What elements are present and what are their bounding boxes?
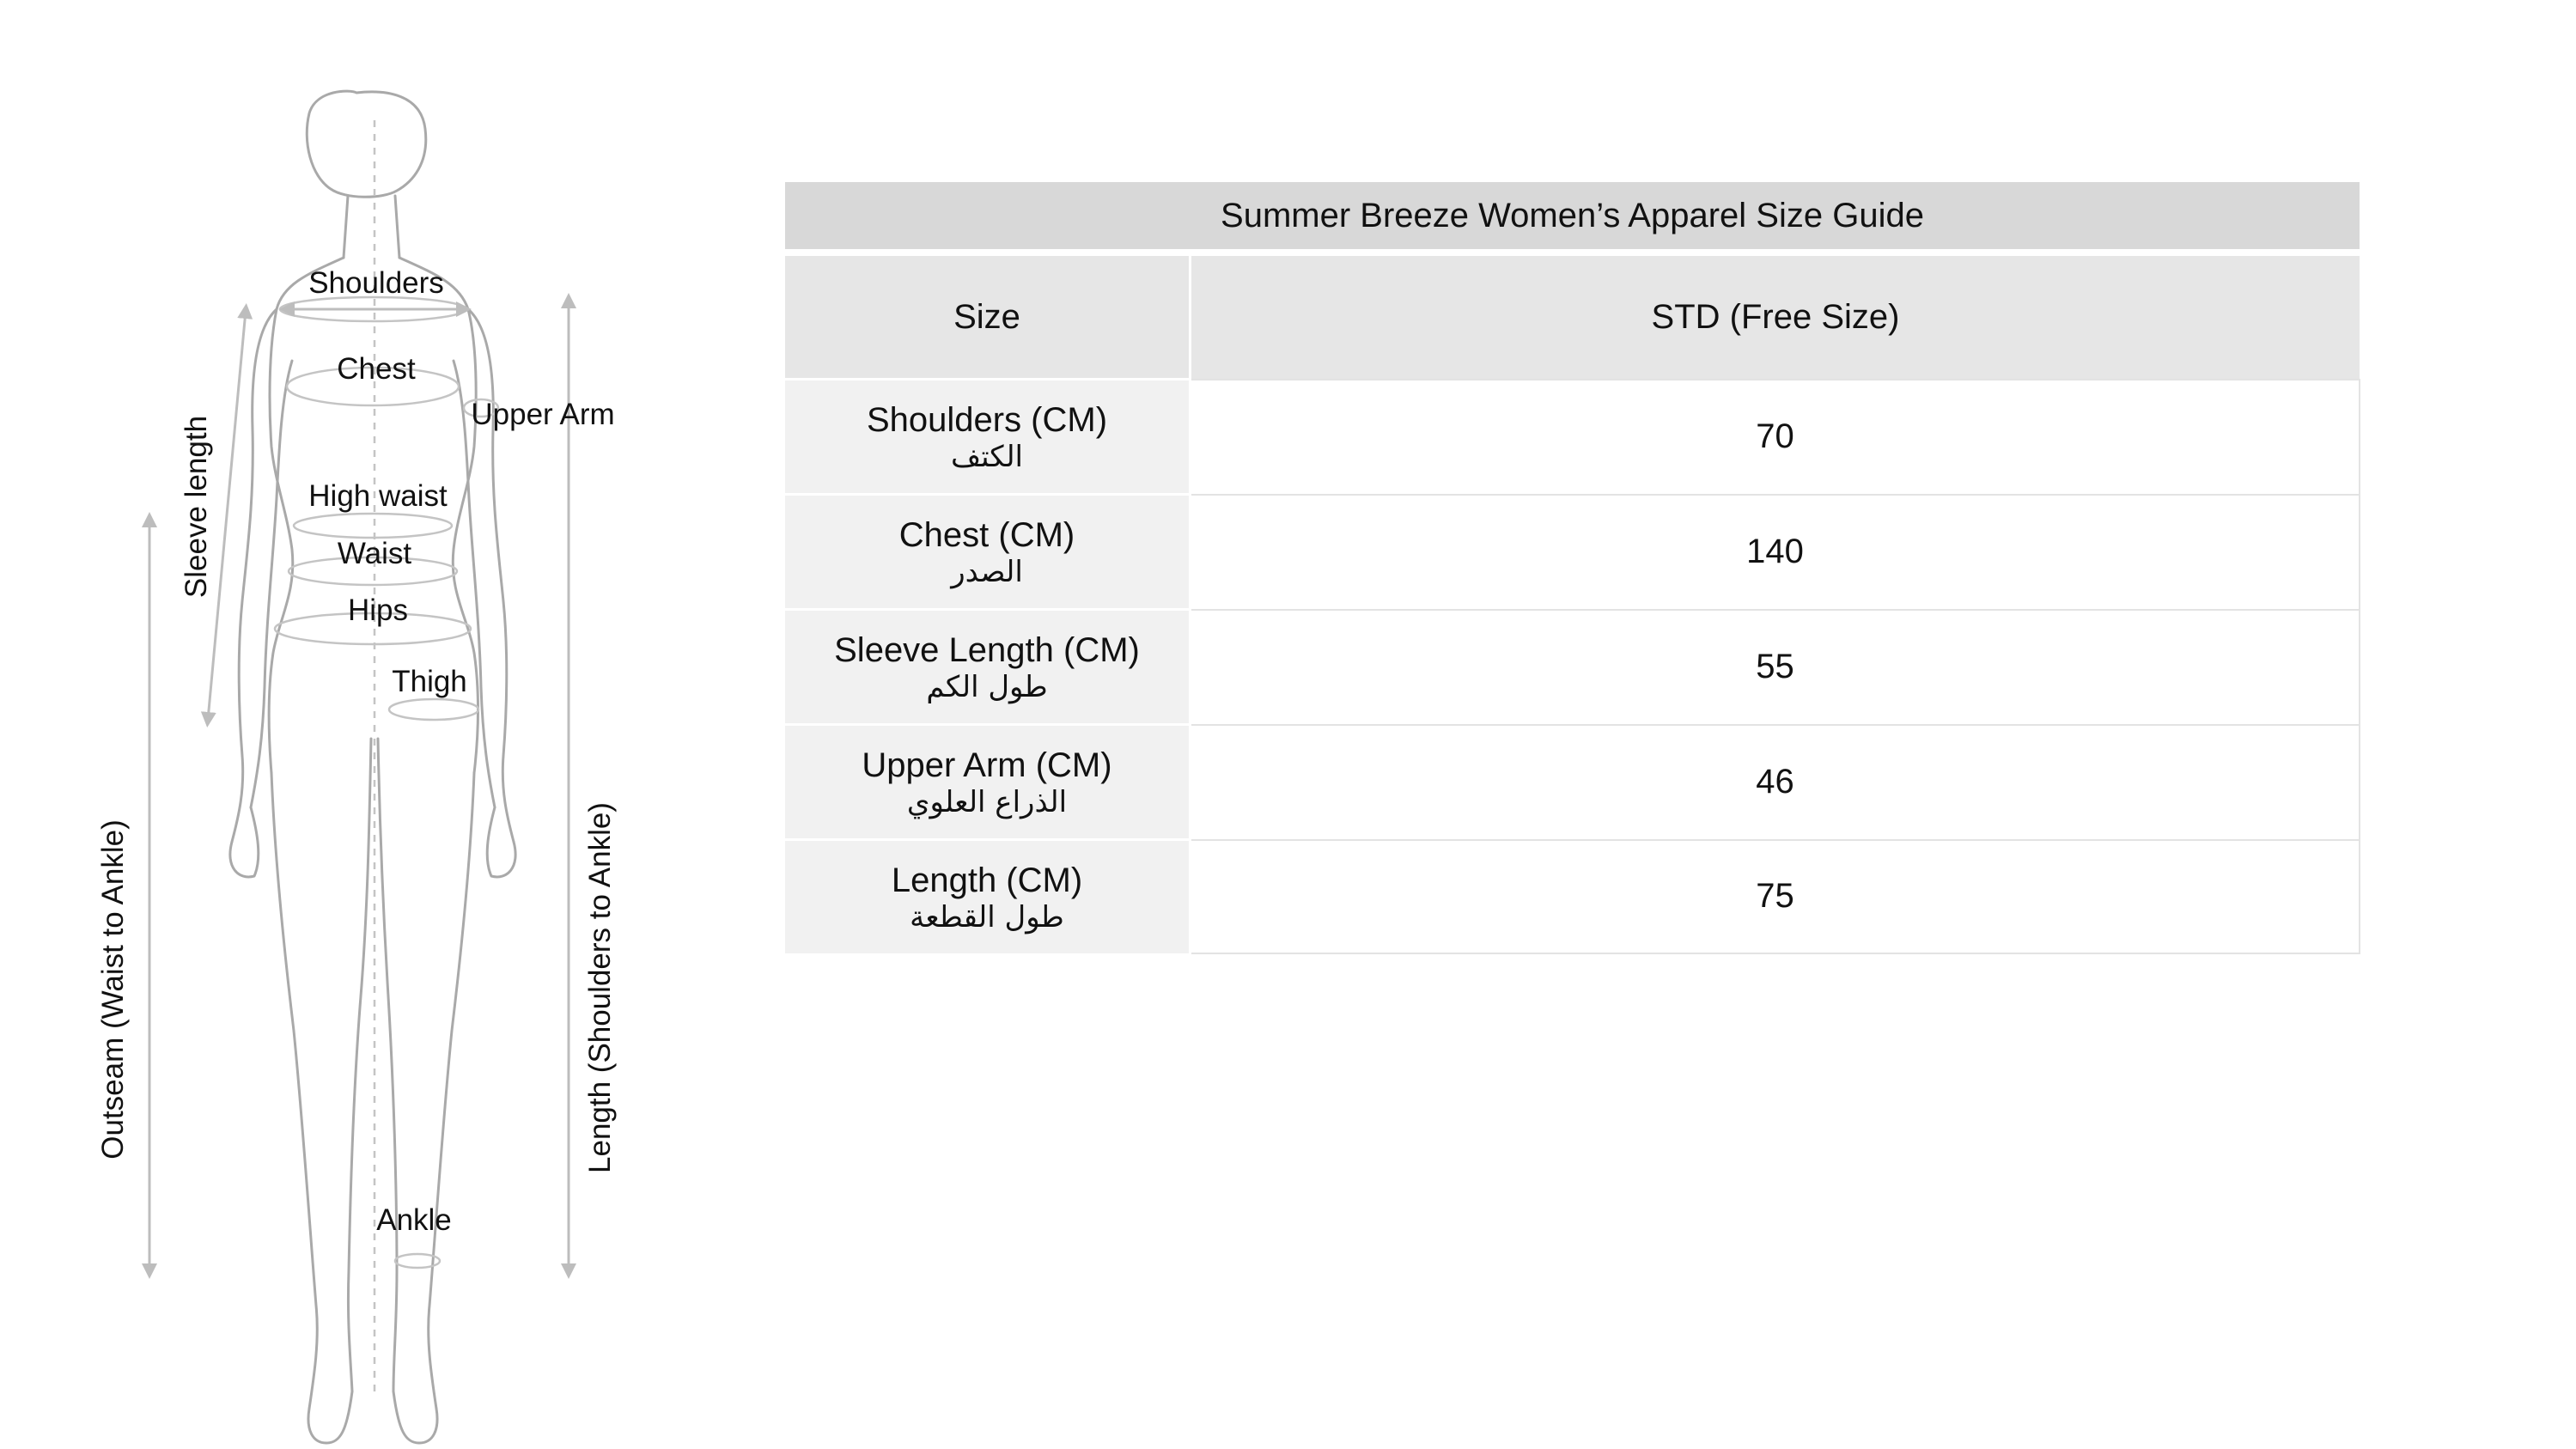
table-title-row [785,182,2360,253]
row-label-cell [785,840,1191,954]
label-chest: Chest [337,352,416,386]
table-row [785,610,2360,725]
body-measurement-diagram [0,0,722,1449]
row-label-arabic: الذراع العلوي [906,784,1068,819]
label-sleeve-length: Sleeve length [180,415,213,599]
size-guide-table [785,182,2360,954]
row-label-arabic: طول القطعة [910,899,1064,935]
table-row [785,495,2360,610]
measurement-labels [96,266,617,1237]
table-header-row [785,253,2360,380]
table-row [785,380,2360,495]
row-label-cell [785,380,1191,495]
row-value: 55 [1191,610,2360,725]
row-label: Chest (CM) [898,515,1075,554]
label-ankle: Ankle [376,1203,452,1237]
label-hips: Hips [347,594,409,627]
row-label-arabic: الصدر [951,554,1023,589]
header-size: Size [785,253,1191,380]
row-label-cell [785,610,1191,725]
label-length: Length (Shoulders to Ankle) [583,802,617,1173]
header-std: STD (Free Size) [1191,253,2360,380]
row-value: 70 [1191,380,2360,495]
row-value: 75 [1191,840,2360,954]
label-high-waist: High waist [308,479,448,513]
row-label: Shoulders (CM) [866,400,1108,439]
label-shoulders: Shoulders [308,266,444,300]
row-label-arabic: طول الكم [926,669,1048,704]
label-waist: Waist [337,537,412,570]
label-upper-arm: Upper Arm [471,398,615,431]
row-label: Length (CM) [891,861,1083,899]
table-title: Summer Breeze Women’s Apparel Size Guide [785,182,2360,253]
row-value: 46 [1191,725,2360,840]
label-thigh: Thigh [392,665,467,698]
label-outseam: Outseam (Waist to Ankle) [96,819,130,1160]
row-label: Upper Arm (CM) [862,746,1112,784]
row-label-cell [785,495,1191,610]
row-label-cell [785,725,1191,840]
row-label: Sleeve Length (CM) [834,630,1140,669]
row-label-arabic: الكتف [950,439,1024,474]
table-row [785,840,2360,954]
row-value: 140 [1191,495,2360,610]
table-row [785,725,2360,840]
